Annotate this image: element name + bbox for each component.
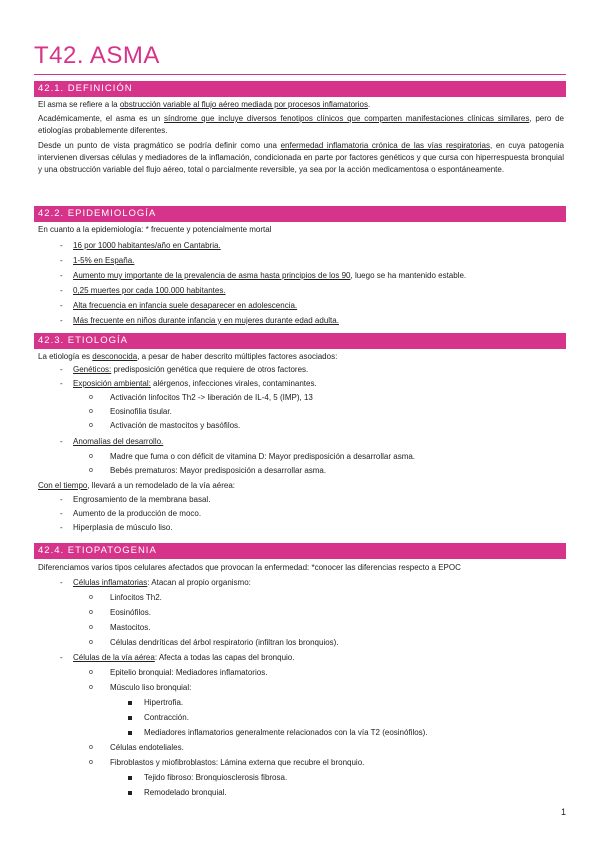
inflam-sub-item: Eosinófilos. bbox=[110, 608, 151, 617]
square-bullet bbox=[128, 791, 132, 795]
etiology-environment bbox=[73, 378, 317, 390]
dash-bullet: - bbox=[60, 578, 63, 587]
underlined-text: Células inflamatorias bbox=[73, 578, 148, 587]
underlined-text: Aumento muy importante de la prevalencia de asma hasta principios de los 90 bbox=[73, 271, 351, 280]
underlined-text: Más frecuente en niños durante infancia y en mujeres durante edad adulta. bbox=[73, 316, 339, 325]
circle-bullet: o bbox=[89, 394, 93, 401]
text-span: Académicamente, el asma es un bbox=[38, 114, 164, 123]
dash-bullet: - bbox=[60, 495, 63, 504]
page-number: 1 bbox=[560, 807, 566, 817]
dash-bullet: - bbox=[60, 241, 63, 250]
square-bullet bbox=[128, 716, 132, 720]
remodeling-intro bbox=[38, 480, 235, 492]
circle-bullet: o bbox=[89, 669, 93, 676]
dash-bullet: - bbox=[60, 271, 63, 280]
env-sub-item: Activación linfocitos Th2 -> liberación de IL-4, 5 (IMP), 13 bbox=[110, 393, 313, 402]
underlined-text: Células de la vía aérea bbox=[73, 653, 155, 662]
square-bullet bbox=[128, 701, 132, 705]
text-span: Desde un punto de vista pragmático se podría definir como una bbox=[38, 141, 281, 150]
inflam-sub-item: Mastocitos. bbox=[110, 623, 151, 632]
text-span: El asma se refiere a la bbox=[38, 100, 120, 109]
airway-sub-item: Células endoteliales. bbox=[110, 743, 184, 752]
text-span: , luego se ha mantenido estable. bbox=[350, 271, 467, 280]
etiology-genetic bbox=[73, 364, 308, 376]
pathogenesis-intro: Diferenciamos varios tipos celulares afectados que provocan la enfermedad: *conocer las diferencias respecto a EPOC bbox=[38, 563, 461, 572]
text-span: predisposición genética que requiere de otros factores. bbox=[111, 365, 309, 374]
square-bullet bbox=[128, 731, 132, 735]
circle-bullet: o bbox=[89, 467, 93, 474]
muscle-sub-item: Contracción. bbox=[144, 713, 189, 722]
circle-bullet: o bbox=[89, 744, 93, 751]
epidemiology-item bbox=[73, 300, 297, 312]
epidemiology-item bbox=[73, 240, 221, 252]
underlined-text: Alta frecuencia en infancia suele desaparecer en adolescencia. bbox=[73, 301, 298, 310]
epidemiology-item bbox=[73, 315, 339, 327]
square-bullet bbox=[128, 776, 132, 780]
dev-sub-item: Bebés prematuros: Mayor predisposición a desarrollar asma. bbox=[110, 466, 327, 475]
underlined-text: obstrucción variable al flujo aéreo mediada por procesos inflamatorios bbox=[119, 100, 368, 109]
remodeling-item: Engrosamiento de la membrana basal. bbox=[73, 495, 211, 504]
definition-paragraph-3 bbox=[38, 140, 564, 176]
dash-bullet: - bbox=[60, 379, 63, 388]
dash-bullet: - bbox=[60, 256, 63, 265]
remodeling-item: Hiperplasia de músculo liso. bbox=[73, 523, 173, 532]
dash-bullet: - bbox=[60, 286, 63, 295]
section-heading-etiologia: 42.3. ETIOLOGÍA bbox=[34, 333, 566, 349]
dash-bullet: - bbox=[60, 437, 63, 446]
section-heading-epidemiologia: 42.2. EPIDEMIOLOGÍA bbox=[34, 206, 566, 222]
dash-bullet: - bbox=[60, 653, 63, 662]
text-span: , llevará a un remodelado de la vía aérea: bbox=[87, 481, 236, 490]
airway-cells bbox=[73, 652, 294, 664]
title-divider bbox=[34, 74, 566, 75]
dash-bullet: - bbox=[60, 301, 63, 310]
circle-bullet: o bbox=[89, 639, 93, 646]
epidemiology-item bbox=[73, 270, 466, 282]
text-span: , en cuya patogenia intervienen diversas células y mediadores de la inflamación, condicionada en parte por factores genéticos y que cursa con hiperrespuesta bronquial y una obstrucción variable del flujo aéreo, total o parcialmente reversible, ya sea por la acción medicamentosa o espontáneamente. bbox=[38, 141, 565, 174]
text-span: , a pesar de haber descrito múltiples factores asociados: bbox=[137, 352, 338, 361]
dash-bullet: - bbox=[60, 509, 63, 518]
text-span: : Atacan al propio organismo: bbox=[147, 578, 251, 587]
circle-bullet: o bbox=[89, 609, 93, 616]
underlined-text: Genéticos: bbox=[73, 365, 112, 374]
page-title: T42. ASMA bbox=[34, 42, 160, 69]
dash-bullet: - bbox=[60, 523, 63, 532]
underlined-text: 0,25 muertes por cada 100.000 habitantes. bbox=[73, 286, 226, 295]
underlined-text: Exposición ambiental: bbox=[73, 379, 151, 388]
circle-bullet: o bbox=[89, 453, 93, 460]
inflam-sub-item: Células dendríticas del árbol respiratorio (infiltran los bronquios). bbox=[110, 638, 339, 647]
etiology-development bbox=[73, 436, 163, 448]
text-span: alérgenos, infecciones virales, contaminantes. bbox=[150, 379, 317, 388]
dev-sub-item: Madre que fuma o con déficit de vitamina D: Mayor predisposición a desarrollar asma. bbox=[110, 452, 416, 461]
epidemiology-intro: En cuanto a la epidemiología: * frecuente y potencialmente mortal bbox=[38, 225, 272, 234]
text-span: La etiología es bbox=[38, 352, 93, 361]
section-heading-etiopatogenia: 42.4. ETIOPATOGENIA bbox=[34, 543, 566, 559]
env-sub-item: Activación de mastocitos y basófilos. bbox=[110, 421, 241, 430]
underlined-text: Con el tiempo bbox=[38, 481, 88, 490]
muscle-sub-item: Hipertrofia. bbox=[144, 698, 184, 707]
text-span: : Afecta a todas las capas del bronquio. bbox=[154, 653, 295, 662]
airway-sub-item: Fibroblastos y miofibroblastos: Lámina externa que recubre el bronquio. bbox=[110, 758, 365, 767]
definition-paragraph-1 bbox=[38, 99, 370, 111]
muscle-sub-item: Mediadores inflamatorios generalmente relacionados con la vía T2 (eosinófilos). bbox=[144, 728, 428, 737]
circle-bullet: o bbox=[89, 422, 93, 429]
airway-sub-item: Músculo liso bronquial: bbox=[110, 683, 192, 692]
airway-sub-item: Epitelio bronquial: Mediadores inflamatorios. bbox=[110, 668, 268, 677]
definition-paragraph-2 bbox=[38, 113, 564, 137]
dash-bullet: - bbox=[60, 316, 63, 325]
underlined-text: 16 por 1000 habitantes/año en Cantabria. bbox=[73, 241, 221, 250]
etiology-intro bbox=[38, 351, 337, 363]
epidemiology-item bbox=[73, 285, 226, 297]
circle-bullet: o bbox=[89, 408, 93, 415]
fibro-sub-item: Remodelado bronquial. bbox=[144, 788, 227, 797]
dash-bullet: - bbox=[60, 365, 63, 374]
underlined-text: 1-5% en España. bbox=[73, 256, 135, 265]
circle-bullet: o bbox=[89, 624, 93, 631]
inflammatory-cells bbox=[73, 577, 251, 589]
underlined-text: Anomalías del desarrollo. bbox=[73, 437, 164, 446]
circle-bullet: o bbox=[89, 594, 93, 601]
circle-bullet: o bbox=[89, 684, 93, 691]
env-sub-item: Eosinofilia tisular. bbox=[110, 407, 172, 416]
inflam-sub-item: Linfocitos Th2. bbox=[110, 593, 162, 602]
text-span: . bbox=[367, 100, 371, 109]
underlined-text: síndrome que incluye diversos fenotipos clínicos que comparten manifestaciones clínicas similares bbox=[163, 114, 530, 123]
remodeling-item: Aumento de la producción de moco. bbox=[73, 509, 202, 518]
circle-bullet: o bbox=[89, 759, 93, 766]
underlined-text: desconocida bbox=[92, 352, 138, 361]
fibro-sub-item: Tejido fibroso: Bronquiosclerosis fibrosa. bbox=[144, 773, 288, 782]
section-heading-definicion: 42.1. DEFINICIÓN bbox=[34, 81, 566, 97]
epidemiology-item bbox=[73, 255, 134, 267]
underlined-text: enfermedad inflamatoria crónica de las vías respiratorias bbox=[280, 141, 490, 150]
text-span: , pero de etiologías probablemente diferentes. bbox=[38, 114, 565, 135]
